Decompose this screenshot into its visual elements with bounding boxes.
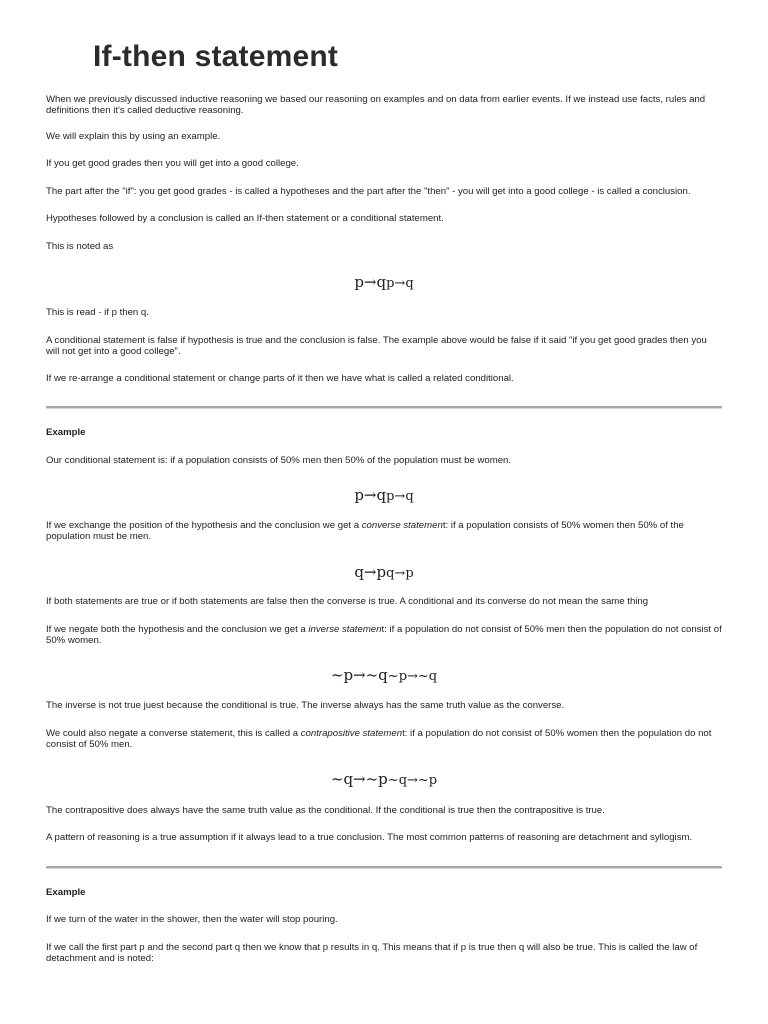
contrapositive-term: contrapositive statemen (300, 728, 403, 739)
paragraph-noted-as: This is noted as (46, 241, 114, 252)
formula-contrapositive (46, 770, 722, 788)
formula-converse (46, 563, 722, 581)
formula-alt: p→q (386, 276, 414, 291)
paragraph-inverse-truth: The inverse is not true juest because the conditional is true. The inverse always has the same truth value as the converse. (46, 700, 565, 711)
formula-inverse (46, 666, 722, 684)
converse-term: converse statemen (361, 520, 443, 531)
paragraph-example-sentence: If you get good grades then you will get into a good college. (46, 158, 299, 169)
paragraph-hypothesis-conclusion: The part after the "if": you get good grades - is called a hypotheses and the part after the "then" - you will get into a good college - is called a conclusion. (46, 186, 691, 197)
page-title: If-then statement (93, 40, 339, 73)
formula-main: ~q→~p (330, 770, 388, 788)
paragraph-inverse: If we negate both the hypothesis and the conclusion we get a inverse statement: if a population do not consist of 50% men then the population do not consist of 50% women. (46, 624, 722, 646)
formula-main: p→q (354, 273, 387, 291)
paragraph-converse: If we exchange the position of the hypothesis and the conclusion we get a converse statement: if a population consists of 50% women then 50% of the population must be men. (46, 520, 684, 542)
paragraph-shower-example: If we turn of the water in the shower, then the water will stop pouring. (46, 914, 338, 925)
formula-alt: ~q→~p (387, 773, 438, 788)
formula-alt: p→q (386, 489, 414, 504)
formula-main: ~p→~q (330, 666, 388, 684)
formula-main: p→q (354, 486, 387, 504)
section-divider (46, 866, 722, 869)
paragraph-read-as: This is read - if p then q. (46, 307, 149, 318)
paragraph-related-conditional: If we re-arrange a conditional statement or change parts of it then we have what is called a related conditional. (46, 373, 514, 384)
paragraph-population-statement: Our conditional statement is: if a population consists of 50% men then 50% of the population must be women. (46, 455, 512, 466)
paragraph-contrapositive: We could also negate a converse statement, this is called a contrapositive statement: if a population do not consist of 50% women then the population do not consist of 50% men. (46, 728, 712, 750)
formula-conditional-example (46, 486, 722, 504)
paragraph-false-condition: A conditional statement is false if hypothesis is true and the conclusion is false. The example above would be false if it said "if you get good grades then you will not get into a good college". (46, 335, 707, 357)
formula-conditional (46, 273, 722, 291)
section-divider (46, 406, 722, 409)
paragraph-patterns-of-reasoning: A pattern of reasoning is a true assumption if it always lead to a true conclusion. The most common patterns of reasoning are detachment and syllogism. (46, 832, 693, 843)
paragraph-law-of-detachment: If we call the first part p and the second part q then we know that p results in q. This means that if p is true then q will also be true. This is called the law of detachment and is noted: (46, 942, 698, 964)
paragraph-example-intro: We will explain this by using an example. (46, 131, 221, 142)
formula-main: q→p (354, 563, 387, 581)
example-heading: Example (46, 427, 86, 438)
paragraph-converse-truth: If both statements are true or if both statements are false then the converse is true. A conditional and its converse do not mean the same thing (46, 596, 649, 607)
example-heading: Example (46, 887, 86, 898)
paragraph-contrapositive-truth: The contrapositive does always have the same truth value as the conditional. If the conditional is true then the contrapositive is true. (46, 805, 605, 816)
paragraph-conditional-definition: Hypotheses followed by a conclusion is called an If-then statement or a conditional statement. (46, 213, 444, 224)
inverse-term: inverse statemen (308, 624, 382, 635)
paragraph-intro: When we previously discussed inductive reasoning we based our reasoning on examples and on data from earlier events. If we instead use facts, rules and definitions then it's called deductive reasoning. (46, 94, 706, 116)
formula-alt: q→p (386, 566, 414, 581)
formula-alt: ~p→~q (387, 669, 438, 684)
